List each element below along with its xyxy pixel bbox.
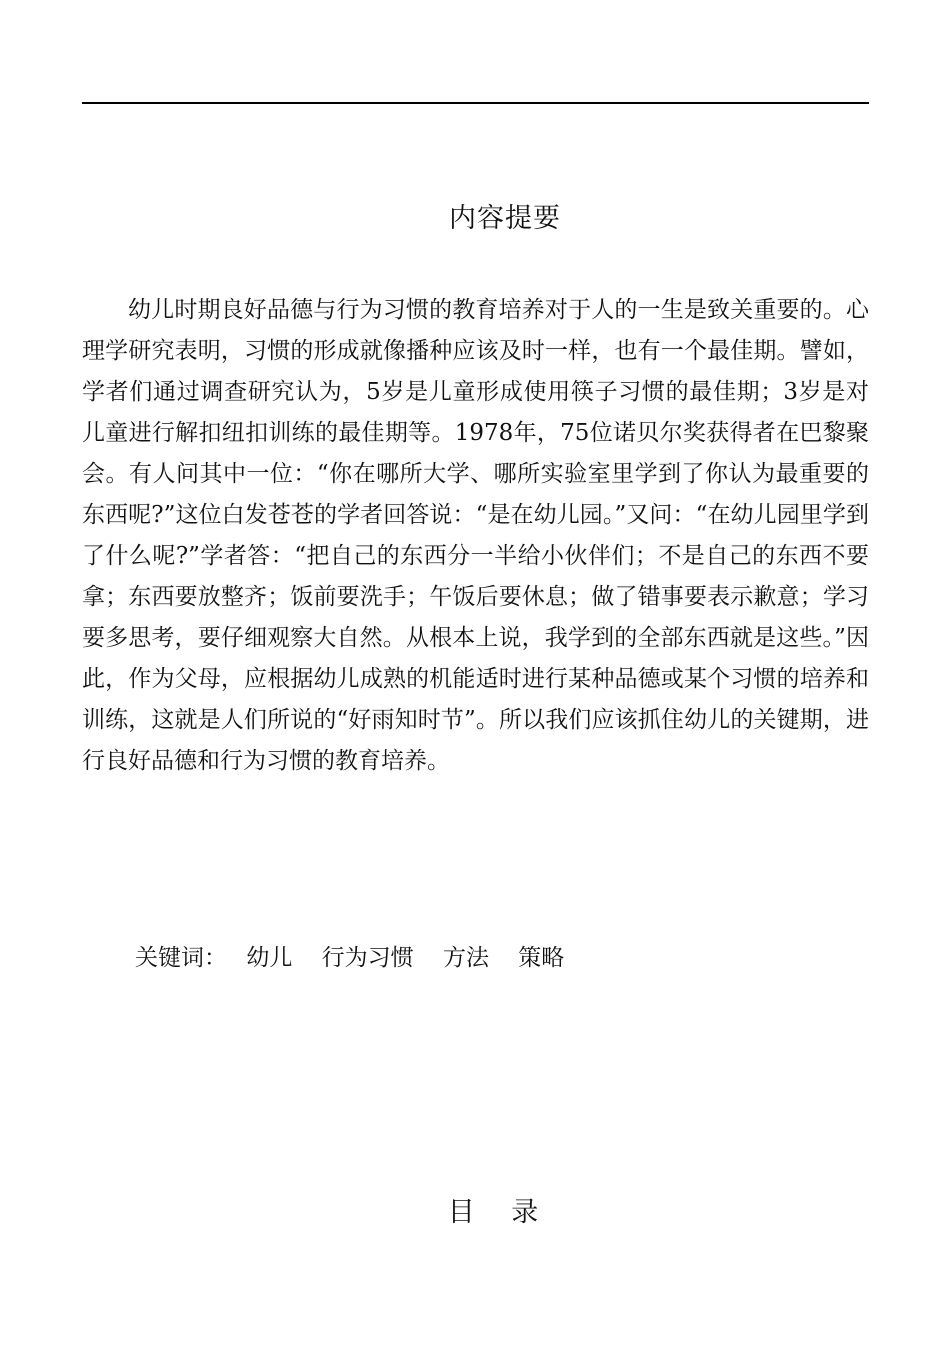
keyword-item: 方法 xyxy=(442,945,489,971)
abstract-paragraph: 幼儿时期良好品德与行为习惯的教育培养对于人的一生是致关重要的。心理学研究表明，习惯的形成就像播种应该及时一样，也有一个最佳期。譬如，学者们通过调查研究认为，5岁是儿童形成使用筷子习惯的最佳期；3岁是对儿童进行解扣纽扣训练的最佳期等。1978年，75位诺贝尔奖获得者在巴黎聚会。有人问其中一位：“你在哪所大学、哪所实验室里学到了你认为最重要的东西呢?”这位白发苍苍的学者回答说：“是在幼儿园。”又问：“在幼儿园里学到了什么呢?”学者答：“把自己的东西分一半给小伙伴们；不是自己的东西不要拿；东西要放整齐；饭前要洗手；午饭后要休息；做了错事要表示歉意；学习要多思考，要仔细观察大自然。从根本上说，我学到的全部东西就是这些。”因此，作为父母，应根据幼儿成熟的机能适时进行某种品德或某个习惯的培养和训练，这就是人们所说的“好雨知时节”。所以我们应该抓住幼儿的关键期，进行良好品德和行为习惯的教育培养。 xyxy=(82,297,869,774)
keyword-item: 策略 xyxy=(518,945,565,971)
keywords-label: 关键词： xyxy=(135,945,227,971)
keyword-item: 行为习惯 xyxy=(321,945,414,971)
keyword-item: 幼儿 xyxy=(246,945,293,971)
abstract-heading: 内容提要 xyxy=(449,203,561,234)
header-rule xyxy=(82,102,869,104)
keywords-line xyxy=(135,938,586,979)
toc-heading: 目 录 xyxy=(447,1197,553,1228)
